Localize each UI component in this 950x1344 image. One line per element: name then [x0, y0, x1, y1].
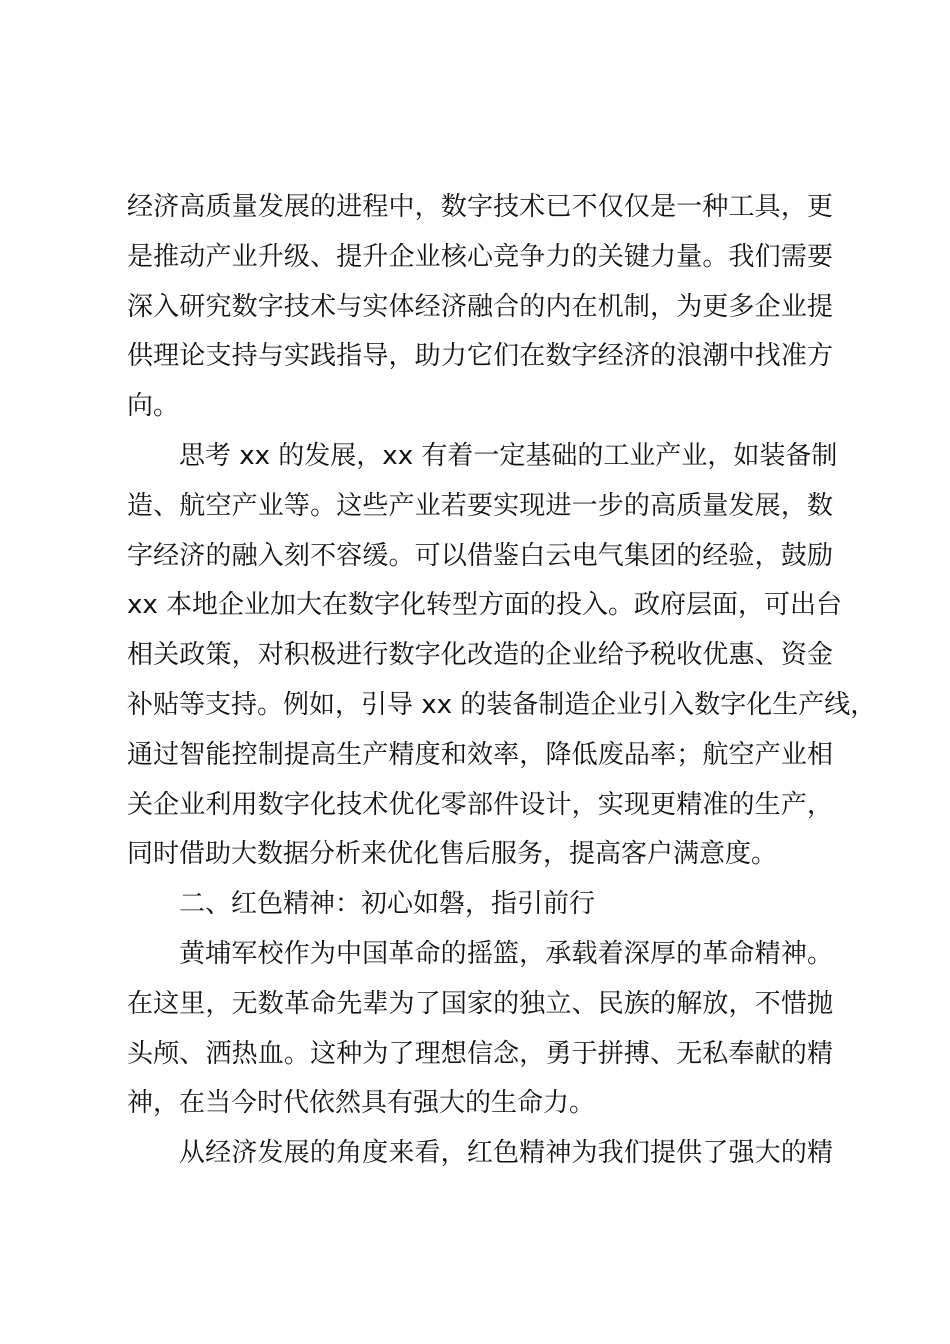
text-line: 通过智能控制提高生产精度和效率，降低废品率；航空产业相	[127, 739, 833, 770]
text-line: 同时借助大数据分析来优化售后服务，提高客户满意度。	[127, 839, 778, 870]
text-line: xx 本地企业加大在数字化转型方面的投入。政府层面，可出台	[127, 590, 843, 621]
text-line: 相关政策，对积极进行数字化改造的企业给予税收优惠、资金	[127, 640, 833, 671]
text-line: 造、航空产业等。这些产业若要实现进一步的高质量发展，数	[127, 490, 833, 521]
paragraph-first-line: 思考 xx 的发展，xx 有着一定基础的工业产业，如装备制	[179, 440, 838, 471]
text-line: 字经济的融入刻不容缓。可以借鉴白云电气集团的经验，鼓励	[127, 540, 833, 571]
text-line: 供理论支持与实践指导，助力它们在数字经济的浪潮中找准方	[127, 341, 833, 372]
text-line: 深入研究数字技术与实体经济融合的内在机制，为更多企业提	[127, 291, 833, 322]
text-line: 头颅、洒热血。这种为了理想信念，勇于拼搏、无私奉献的精	[127, 1038, 833, 1069]
text-line: 是推动产业升级、提升企业核心竞争力的关键力量。我们需要	[127, 241, 833, 272]
paragraph-first-line: 黄埔军校作为中国革命的摇篮，承载着深厚的革命精神。	[179, 938, 833, 969]
text-line: 向。	[127, 391, 180, 422]
section-heading: 二、红色精神：初心如磐，指引前行	[179, 889, 596, 920]
document-body	[127, 183, 877, 1179]
text-line: 补贴等支持。例如，引导 xx 的装备制造企业引入数字化生产线，	[127, 689, 877, 720]
text-line: 神，在当今时代依然具有强大的生命力。	[127, 1088, 596, 1119]
text-line: 经济高质量发展的进程中，数字技术已不仅仅是一种工具，更	[127, 192, 833, 222]
text-line: 在这里，无数革命先辈为了国家的独立、民族的解放，不惜抛	[127, 988, 833, 1019]
text-line: 关企业利用数字化技术优化零部件设计，实现更精准的生产，	[127, 789, 833, 820]
paragraph-first-line: 从经济发展的角度来看，红色精神为我们提供了强大的精	[179, 1138, 833, 1169]
